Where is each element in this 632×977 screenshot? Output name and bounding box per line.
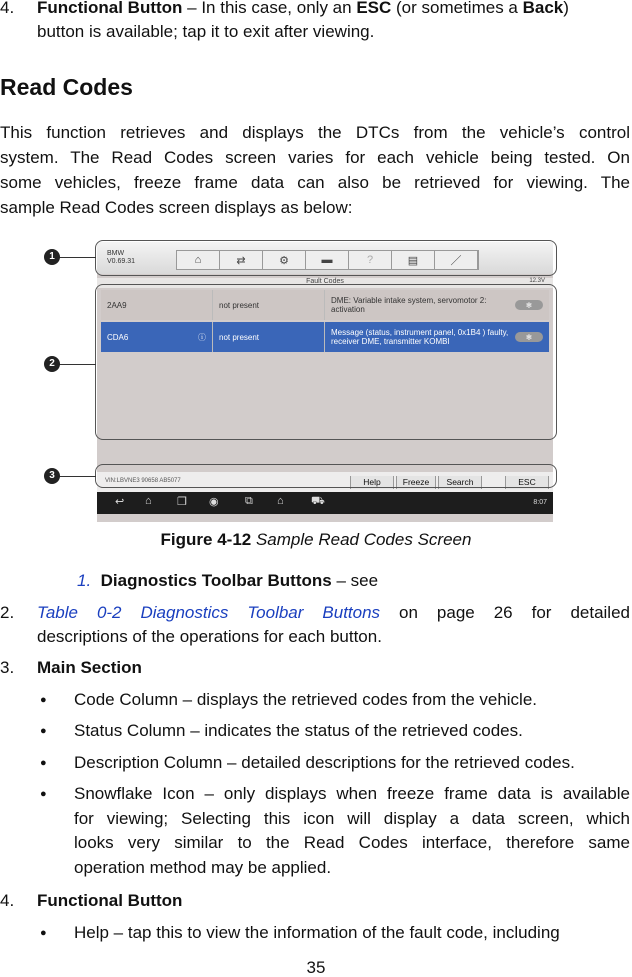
esc-button[interactable]: ESC [505,476,549,489]
text-line: sample Read Codes screen displays as below: [0,198,353,217]
bullet-item [0,751,632,775]
text: Help – tap this to view the information of the fault code, including [74,923,560,942]
bullet-item-snowflake [0,782,630,880]
status-cell: not present [213,322,325,352]
item-title: Diagnostics Toolbar Buttons [100,571,332,590]
item-number: 1. [77,571,92,590]
android-nav-bar [97,492,553,514]
battery-voltage: 12.3V [529,278,545,284]
brand-label: BMW [107,250,125,257]
back-icon[interactable]: ↩ [115,496,125,508]
text: Code Column – displays the retrieved codes from the vehicle. [74,690,538,709]
list-item-2 [0,601,630,649]
settings-icon[interactable]: ⚙ [263,251,306,269]
text: Status Column – indicates the status of the retrieved codes. [74,721,523,740]
description-cell: Message (status, instrument panel, 0x1B4 ) faulty, receiver DME, transmitter KOMBI [331,328,509,346]
back-term: Back [522,0,564,17]
home-icon[interactable]: ⌂ [177,251,220,269]
text-line: operation method may be applied. [74,857,332,877]
bullet-item [0,921,632,945]
list-item-4 [0,889,182,913]
text: on page 26 for detailed [380,603,630,622]
list-item-3 [0,656,142,680]
item-title: Functional Button [37,891,183,910]
text: (or sometimes a [391,0,523,17]
version-label: V0.69.31 [107,258,136,265]
section-title: Fault Codes [306,278,344,285]
freeze-button[interactable]: Freeze [396,476,436,489]
page-number: 35 [306,958,326,977]
text: Description Column – detailed descriptions for the retrieved codes. [74,753,575,772]
intro-paragraph [0,120,630,220]
list-item-1 [77,569,378,593]
text-line: system. The Read Codes screen varies for each vehicle being tested. On [0,148,630,167]
callout-2: 2 [44,356,60,372]
callout-frame-main [95,284,557,440]
text: ) [563,0,569,17]
maxisys-home-icon[interactable]: ⌂ [277,495,284,507]
callout-frame-functional [95,464,557,488]
screenshot-icon[interactable]: ⧉ [245,495,253,507]
figure-read-codes-screen [40,238,560,526]
print-icon[interactable]: ▬ [306,251,349,269]
bullet-icon: ● [40,757,47,769]
status-cell: not present [213,290,325,320]
caption-text: Sample Read Codes Screen [251,530,472,549]
item-number: 4. [0,891,15,910]
description-cell: DME: Variable intake system, servomotor 2: activation [331,296,487,314]
help-button[interactable]: Help [350,476,394,489]
clock: 8:07 [533,499,547,506]
bullet-icon: ● [40,927,47,939]
text: – In this case, only an [182,0,357,17]
section-heading: Read Codes [0,74,133,100]
text-line: This function retrieves and displays the DTCs from the vehicle’s control [0,123,630,142]
bullet-item [0,719,632,743]
item-title: Main Section [37,658,142,677]
search-button[interactable]: Search [438,476,482,489]
vin-label: VIN:LBVNE3 90658 AB5077 [105,478,181,484]
code-cell: CDA6 [107,332,129,342]
browser-icon[interactable]: ◉ [209,496,219,508]
home-icon[interactable]: ⌂ [145,495,152,507]
vehicle-icon[interactable]: ⛟ [311,495,325,507]
caption-label: Figure 4-12 [160,530,252,549]
callout-1: 1 [44,249,60,265]
text: descriptions of the operations for each button. [37,627,382,646]
item-number: 4. [0,0,15,17]
text: – see [331,571,379,590]
text-line: Snowflake Icon – only displays when freeze frame data is available [74,784,630,803]
bullet-icon: ● [40,788,47,800]
text: button is available; tap it to exit after viewing. [37,22,375,41]
vehicle-swap-icon[interactable]: ⇄ [220,251,263,269]
callout-frame-toolbar [95,240,557,276]
help-icon[interactable]: ? [349,251,392,269]
snowflake-icon[interactable]: ❄ [515,332,543,342]
bullet-item [0,688,632,712]
callout-3: 3 [44,468,60,484]
bullet-icon: ● [40,694,47,706]
code-cell: 2AA9 [101,290,213,320]
text-line: for viewing; Selecting this icon will display a data screen, which [74,808,630,828]
item-number: 3. [0,658,15,677]
item-number: 2. [0,603,15,622]
esc-term: ESC [356,0,392,17]
functional-button-item [0,0,632,44]
table-link[interactable]: Table 0-2 Diagnostics Toolbar Buttons [37,603,381,622]
text-line: looks very similar to the Read Codes interface, therefore same [74,833,630,852]
snowflake-icon[interactable]: ❄ [515,300,543,310]
question-icon[interactable]: ⓘ [198,332,206,342]
figure-caption [0,530,632,550]
text-line: some vehicles, freeze frame data can also be retrieved for viewing. The [0,173,630,192]
bullet-icon: ● [40,725,47,737]
pen-icon[interactable]: ／ [435,251,478,269]
recent-apps-icon[interactable]: ❐ [177,496,187,508]
save-icon[interactable]: ▤ [392,251,435,269]
item-title: Functional Button [37,0,183,17]
